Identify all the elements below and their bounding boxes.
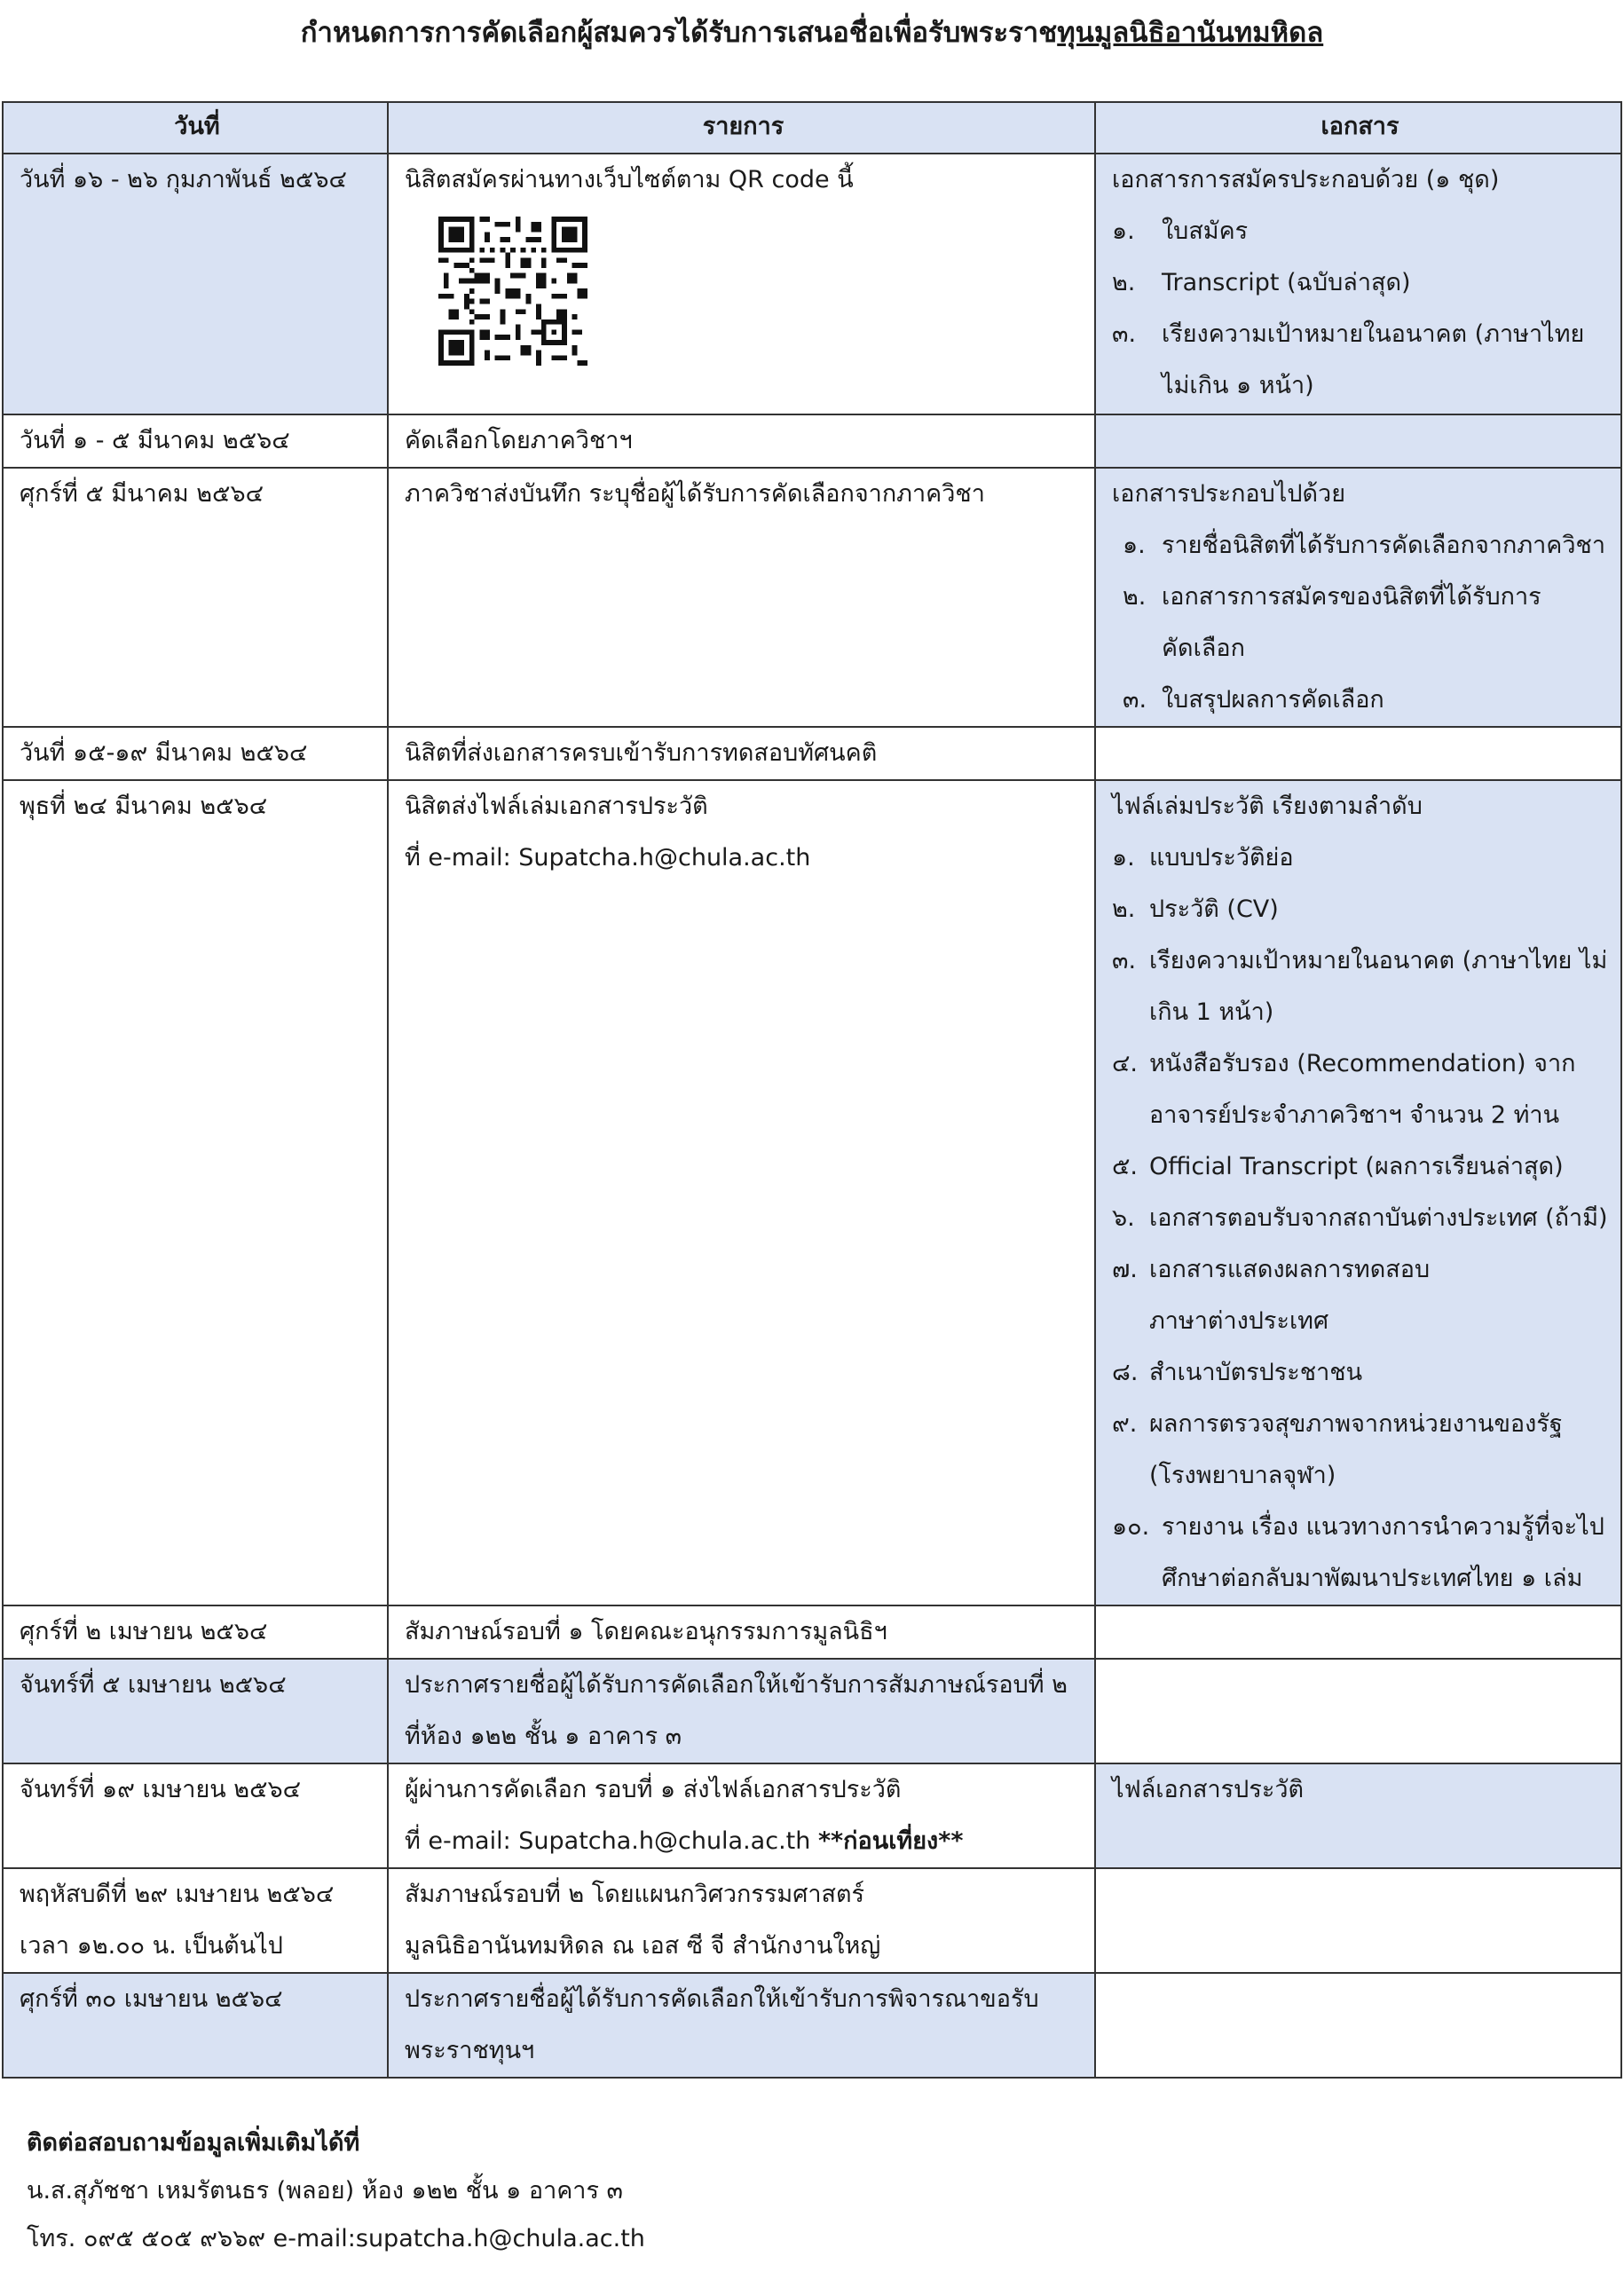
contact-name: น.ส.สุภัชชา เหมรัตนธร (พลอย) ห้อง ๑๒๒ ชั้น ๑ อาคาร ๓	[27, 2177, 624, 2205]
documents-heading: เอกสารการสมัครประกอบด้วย (๑ ชุด)	[1112, 166, 1500, 193]
item-number: ๘.	[1112, 1359, 1139, 1386]
deadline-note: **ก่อนเที่ยง**	[817, 1827, 964, 1855]
date-text: จันทร์ที่ ๑๙ เมษายน ๒๕๖๔	[20, 1776, 302, 1803]
table-row	[3, 154, 1621, 414]
activity-cell	[388, 468, 1095, 727]
activity-cell	[388, 414, 1095, 468]
activity-text: ภาควิชาส่งบันทึก ระบุชื่อผู้ได้รับการคัดเลือกจากภาควิชา	[405, 480, 985, 508]
item-text: เอกสารการสมัครของนิสิตที่ได้รับการ	[1162, 583, 1541, 611]
item-number: ๕.	[1112, 1153, 1139, 1180]
contact-footer	[27, 2119, 645, 2263]
schedule-table	[2, 101, 1622, 2079]
documents-cell	[1095, 1868, 1621, 1973]
activity-cell	[388, 727, 1095, 780]
documents-cell	[1095, 727, 1621, 780]
list-item	[1112, 206, 1608, 257]
activity-text-continued: พระราชทุนฯ	[405, 2037, 535, 2064]
documents-cell	[1095, 414, 1621, 468]
documents-cell	[1095, 1605, 1621, 1659]
table-row	[3, 727, 1621, 780]
date-cell	[3, 1868, 388, 1973]
item-text: ใบสมัคร	[1162, 217, 1249, 245]
activity-email-text: ที่ e-mail: Supatcha.h@chula.ac.th	[405, 1827, 818, 1855]
table-header-row	[3, 102, 1621, 154]
date-cell	[3, 1973, 388, 2078]
date-cell	[3, 727, 388, 780]
date-text: พุธที่ ๒๔ มีนาคม ๒๕๖๔	[20, 793, 268, 820]
date-text: ศุกร์ที่ ๒ เมษายน ๒๕๖๔	[20, 1618, 268, 1645]
date-cell	[3, 1605, 388, 1659]
list-item	[1112, 1193, 1608, 1244]
item-text: รายงาน เรื่อง แนวทางการนำความรู้ที่จะไป	[1162, 1513, 1604, 1541]
item-number: ๒.	[1123, 583, 1147, 611]
date-text: วันที่ ๑๕-๑๙ มีนาคม ๒๕๖๔	[20, 739, 308, 767]
date-cell	[3, 154, 388, 414]
qr-code-icon[interactable]	[438, 217, 587, 366]
item-number: ๙.	[1112, 1410, 1138, 1438]
activity-cell	[388, 1763, 1095, 1868]
item-number: ๓.	[1112, 947, 1137, 974]
item-continuation: ภาษาต่างประเทศ	[1149, 1307, 1329, 1335]
table-row	[3, 780, 1621, 1605]
item-number: ๑.	[1112, 217, 1135, 245]
date-text: ศุกร์ที่ ๓๐ เมษายน ๒๕๖๔	[20, 1985, 283, 2013]
activity-text: สัมภาษณ์รอบที่ ๒ โดยแผนกวิศวกรรมศาสตร์	[405, 1881, 865, 1908]
list-item	[1112, 1038, 1608, 1090]
documents-cell	[1095, 1659, 1621, 1763]
date-cell	[3, 1659, 388, 1763]
documents-cell	[1095, 780, 1621, 1605]
documents-heading: ไฟล์เอกสารประวัติ	[1112, 1776, 1305, 1803]
date-cell	[3, 780, 388, 1605]
list-item	[1112, 572, 1608, 623]
activity-email	[405, 1816, 1082, 1867]
item-continuation: ศึกษาต่อกลับมาพัฒนาประเทศไทย ๑ เล่ม	[1162, 1565, 1583, 1592]
contact-heading: ติดต่อสอบถามข้อมูลเพิ่มเติมได้ที่	[27, 2129, 360, 2157]
date-cell	[3, 414, 388, 468]
header-activity: รายการ	[388, 102, 1095, 154]
table-row	[3, 468, 1621, 727]
date-text: จันทร์ที่ ๕ เมษายน ๒๕๖๔	[20, 1671, 287, 1699]
documents-cell	[1095, 1763, 1621, 1868]
item-text: เรียงความเป้าหมายในอนาคต (ภาษาไทย	[1162, 320, 1585, 348]
item-text: ประวัติ (CV)	[1149, 895, 1279, 923]
list-item	[1112, 832, 1608, 884]
item-continuation: อาจารย์ประจำภาควิชาฯ จำนวน 2 ท่าน	[1149, 1101, 1560, 1129]
item-number: ๓.	[1123, 686, 1147, 714]
title-text: กำหนดการการคัดเลือกผู้สมควรได้รับการเสนอชื่อเพื่อรับพระราช	[300, 17, 1058, 49]
list-item	[1112, 1141, 1608, 1193]
table-row	[3, 1605, 1621, 1659]
header-documents: เอกสาร	[1095, 102, 1621, 154]
date-text: พฤหัสบดีที่ ๒๙ เมษายน ๒๕๖๔	[20, 1881, 335, 1908]
item-text: เอกสารตอบรับจากสถาบันต่างประเทศ (ถ้ามี)	[1149, 1204, 1608, 1232]
item-number: ๖.	[1112, 1204, 1135, 1232]
list-item	[1112, 520, 1608, 572]
activity-cell	[388, 1659, 1095, 1763]
date-cell	[3, 468, 388, 727]
item-text: ผลการตรวจสุขภาพจากหน่วยงานของรัฐ	[1149, 1410, 1563, 1438]
list-item	[1112, 309, 1608, 360]
title-underlined-text: ทุนมูลนิธิอานันทมหิดล	[1057, 17, 1324, 49]
header-date: วันที่	[3, 102, 388, 154]
activity-text: ประกาศรายชื่อผู้ได้รับการคัดเลือกให้เข้ารับการพิจารณาขอรับ	[405, 1985, 1039, 2013]
item-continuation: เกิน 1 หน้า)	[1149, 998, 1274, 1026]
activity-text: คัดเลือกโดยภาควิชาฯ	[405, 427, 633, 454]
table-row	[3, 414, 1621, 468]
item-number: ๑.	[1112, 844, 1135, 872]
date-cell	[3, 1763, 388, 1868]
list-item	[1112, 1502, 1608, 1553]
activity-cell	[388, 154, 1095, 414]
page-title	[0, 11, 1624, 55]
item-number: ๗.	[1112, 1256, 1138, 1283]
activity-cell	[388, 1605, 1095, 1659]
item-continuation: (โรงพยาบาลจุฬา)	[1149, 1462, 1336, 1489]
list-item	[1112, 674, 1608, 726]
date-text: วันที่ ๑๖ - ๒๖ กุมภาพันธ์ ๒๕๖๔	[20, 166, 347, 193]
item-text: เอกสารแสดงผลการทดสอบ	[1149, 1256, 1431, 1283]
item-number: ๒.	[1112, 895, 1136, 923]
table-row	[3, 1659, 1621, 1763]
activity-cell	[388, 780, 1095, 1605]
documents-heading: ไฟล์เล่มประวัติ เรียงตามลำดับ	[1112, 793, 1423, 820]
list-item	[1112, 935, 1608, 987]
activity-email: ที่ e-mail: Supatcha.h@chula.ac.th	[405, 844, 811, 872]
item-text: สำเนาบัตรประชาชน	[1149, 1359, 1363, 1386]
date-text: วันที่ ๑ - ๕ มีนาคม ๒๕๖๔	[20, 427, 290, 454]
item-number: ๒.	[1112, 269, 1136, 296]
list-item	[1112, 257, 1608, 309]
activity-text: นิสิตส่งไฟล์เล่มเอกสารประวัติ	[405, 793, 708, 820]
list-item	[1112, 1347, 1608, 1399]
documents-cell	[1095, 468, 1621, 727]
activity-location: มูลนิธิอานันทมหิดล ณ เอส ซี จี สำนักงานใหญ่	[405, 1932, 881, 1960]
list-item	[1112, 1399, 1608, 1450]
activity-text: นิสิตที่ส่งเอกสารครบเข้ารับการทดสอบทัศนคติ	[405, 739, 878, 767]
activity-text: นิสิตสมัครผ่านทางเว็บไซต์ตาม QR code นี้	[405, 166, 854, 193]
table-row	[3, 1973, 1621, 2078]
activity-cell	[388, 1868, 1095, 1973]
time-text: เวลา ๑๒.๐๐ น. เป็นต้นไป	[20, 1932, 283, 1960]
documents-cell	[1095, 154, 1621, 414]
list-item	[1112, 884, 1608, 935]
item-text: แบบประวัติย่อ	[1149, 844, 1294, 872]
documents-heading: เอกสารประกอบไปด้วย	[1112, 480, 1346, 508]
item-number: ๓.	[1112, 320, 1137, 348]
item-continuation: ไม่เกิน ๑ หน้า)	[1162, 372, 1314, 399]
item-continuation: คัดเลือก	[1162, 635, 1245, 662]
item-text: หนังสือรับรอง (Recommendation) จาก	[1149, 1050, 1576, 1077]
activity-text: สัมภาษณ์รอบที่ ๑ โดยคณะอนุกรรมการมูลนิธิฯ	[405, 1618, 887, 1645]
item-number: ๔.	[1112, 1050, 1139, 1077]
date-text: ศุกร์ที่ ๕ มีนาคม ๒๕๖๔	[20, 480, 264, 508]
activity-text: ประกาศรายชื่อผู้ได้รับการคัดเลือกให้เข้ารับการสัมภาษณ์รอบที่ ๒	[405, 1671, 1068, 1699]
contact-phone-email[interactable]: โทร. ๐๙๕ ๕๐๕ ๙๖๖๙ e-mail:supatcha.h@chula.ac.th	[27, 2225, 645, 2252]
list-item	[1112, 1244, 1608, 1296]
activity-location: ที่ห้อง ๑๒๒ ชั้น ๑ อาคาร ๓	[405, 1723, 682, 1750]
documents-cell	[1095, 1973, 1621, 2078]
item-text: เรียงความเป้าหมายในอนาคต (ภาษาไทย ไม่	[1149, 947, 1608, 974]
table-row	[3, 1868, 1621, 1973]
item-text: Official Transcript (ผลการเรียนล่าสุด)	[1149, 1153, 1564, 1180]
table-row	[3, 1763, 1621, 1868]
item-text: รายชื่อนิสิตที่ได้รับการคัดเลือกจากภาควิชา	[1162, 532, 1605, 559]
item-text: Transcript (ฉบับล่าสุด)	[1162, 269, 1411, 296]
activity-cell	[388, 1973, 1095, 2078]
item-number: ๑.	[1123, 532, 1146, 559]
activity-text: ผู้ผ่านการคัดเลือก รอบที่ ๑ ส่งไฟล์เอกสารประวัติ	[405, 1776, 902, 1803]
item-text: ใบสรุปผลการคัดเลือก	[1162, 686, 1384, 714]
item-number: ๑๐.	[1112, 1513, 1150, 1541]
